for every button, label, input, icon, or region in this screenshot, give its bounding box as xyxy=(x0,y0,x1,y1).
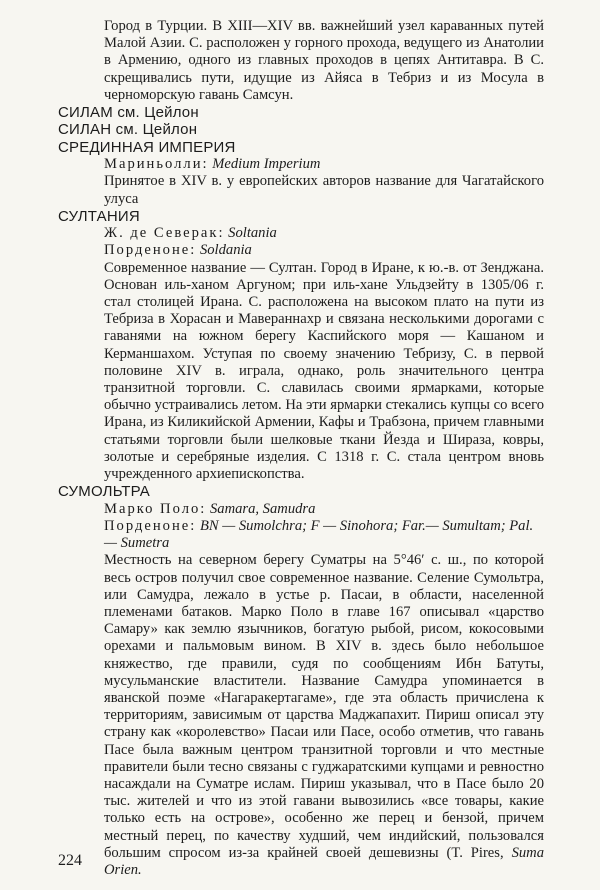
source-author: Порденоне: xyxy=(104,242,197,259)
entry-text-body: Местность на северном берегу Суматры на 5°46′ с. ш., по которой весь остров получил свое современное название. Селение Сумольтра, или Самудра, лежало в устье р. Пасаи, в области, населенной племенами батаков. Марко Поло в главе 167 описывал «царство Самару» как землю язычников, богатую рыбой, рисом, кокосовыми орехами и пальмовым вином. В XIV в. здесь было небольшое княжество, где правили, судя по сообщениям Ибн Батуты, мусульманские властители. Название Самудра упоминается в яванской поэме «Нагаракертагаме», где эта область причислена к территориям, зависимым от царства Маджапахит. Пириш описал эту страну как «королевство» Пасаи или Пасе, особо отметив, что гавань Пасе была важным центром транзитной торговли и что местные правители были тесно связаны с гуджаратскими купцами и ревностно насаждали на Суматре ислам. Пириш указывал, что в Пасе было 20 тыс. жителей и что из этой гавани вывозились «все товары, какие только есть на острове», особенно же перец и бензой, причем местный перец, по качеству худший, чем индийский, пользовался большим спросом из-за крайней своей дешевизны (T. Pires, xyxy=(104,552,544,861)
headword-silam: СИЛАМ см. Цейлон xyxy=(58,104,199,122)
entry-text xyxy=(58,552,544,879)
source-author: Порденоне: xyxy=(104,517,197,534)
page-number: 224 xyxy=(58,852,82,869)
source-line xyxy=(58,225,544,242)
source-author: Марко Поло: xyxy=(104,500,207,517)
dictionary-column xyxy=(58,18,544,879)
headword-silan: СИЛАН см. Цейлон xyxy=(58,121,198,139)
source-forms: Samara, Samudra xyxy=(209,500,316,517)
source-forms: Soltania xyxy=(228,225,277,242)
source-forms: Medium Imperium xyxy=(212,156,321,173)
entry-text-italic-tail: Suma Orien. xyxy=(104,844,544,878)
entry-continuation-text: Город в Турции. В XIII—XIV вв. важнейший узел караванных путей Малой Азии. С. расположен у горного прохода, ведущего из Анатолии в Армению, одного из главных проходов в цепях Антитавра. В С. скрещивались пути, идущие из Айяса в Тебриз и из Мосула в черноморскую гавань Самсун. xyxy=(104,18,544,103)
source-line xyxy=(58,518,544,552)
source-line xyxy=(58,242,544,259)
entry-text: Современное название — Султан. Город в Иране, к ю.-в. от Зенджана. Основан иль-ханом Аргуном; при иль-хане Ульдзейту в 1305/06 г. стал столицей Ирана. С. расположена на высоком плато на пути из Тебриза в Хорасан и Мавераннахр и связана несколькими дорогами с гаванями на южном берегу Каспийского моря — Кашаном и Керманшахом. Уступая по своему значению Тебризу, С. в первой половине XIV в. играла, однако, роль значительного центра транзитной торговли. С. славилась своими ярмарками, которые обычно устраивались летом. На эти ярмарки стекались купцы со всего Ирана, из Киликийской Армении, Кафы и Трабзона, причем главными статьями торговли были шелковые ткани Йезда и Шираза, ковры, золотые и серебряные изделия. С 1318 г. С. стала центром вновь учрежденного архиепископства. xyxy=(104,259,544,483)
source-forms: BN — Sumolchra; F — Sinohora; Far.— Sumultam; Pal.— Sumetra xyxy=(104,517,534,552)
headword-sumoltra: СУМОЛЬТРА xyxy=(58,483,151,501)
headword-sredinnaya-imperiya: СРЕДИННАЯ ИМПЕРИЯ xyxy=(58,138,236,156)
entry-text: Принятое в XIV в. у европейских авторов название для Чагатайского улуса xyxy=(104,173,544,207)
source-author: Ж. де Северак: xyxy=(104,225,225,242)
source-line xyxy=(58,501,544,518)
headword-sultaniya: СУЛТАНИЯ xyxy=(58,207,140,225)
source-line xyxy=(58,156,544,173)
source-forms: Soldania xyxy=(199,242,252,259)
source-author: Мариньолли: xyxy=(104,156,209,173)
